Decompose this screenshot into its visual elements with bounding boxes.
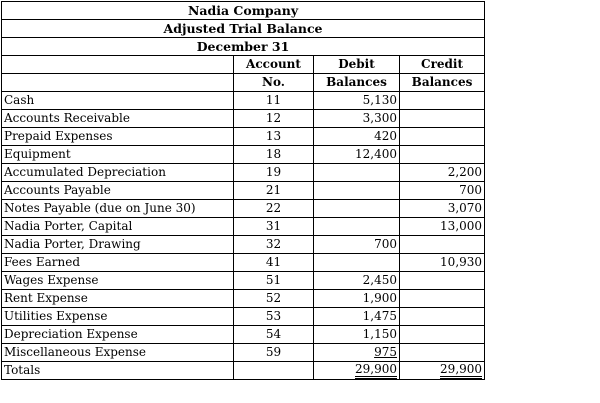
account-name: Equipment [2, 146, 234, 164]
debit-header-line1: Debit [314, 56, 400, 74]
account-name: Accounts Receivable [2, 110, 234, 128]
account-number: 19 [234, 164, 314, 182]
account-number: 22 [234, 200, 314, 218]
totals-row [2, 362, 485, 380]
account-number: 32 [234, 236, 314, 254]
account-number: 54 [234, 326, 314, 344]
account-name: Miscellaneous Expense [2, 344, 234, 362]
account-name-header-blank [2, 74, 234, 92]
debit-balance [314, 200, 400, 218]
table-row [2, 254, 485, 272]
table-row [2, 326, 485, 344]
totals-label: Totals [2, 362, 234, 380]
account-number: 41 [234, 254, 314, 272]
account-number: 53 [234, 308, 314, 326]
account-no-header-line1: Account [234, 56, 314, 74]
debit-balance [314, 344, 400, 362]
debit-balance [314, 218, 400, 236]
company-name: Nadia Company [2, 2, 485, 20]
account-name: Nadia Porter, Capital [2, 218, 234, 236]
totals-debit-value: 29,900 [355, 363, 397, 379]
debit-balance [314, 182, 400, 200]
account-name: Fees Earned [2, 254, 234, 272]
credit-balance [400, 92, 485, 110]
account-number: 18 [234, 146, 314, 164]
account-no-header-line2: No. [234, 74, 314, 92]
account-name: Accumulated Depreciation [2, 164, 234, 182]
credit-balance [400, 272, 485, 290]
credit-header-line2: Balances [400, 74, 485, 92]
totals-credit [400, 362, 485, 380]
credit-balance [400, 290, 485, 308]
table-row [2, 182, 485, 200]
account-name: Notes Payable (due on June 30) [2, 200, 234, 218]
table-row [2, 146, 485, 164]
credit-balance: 13,000 [400, 218, 485, 236]
table-row [2, 290, 485, 308]
account-name: Depreciation Expense [2, 326, 234, 344]
statement-title: Adjusted Trial Balance [2, 20, 485, 38]
credit-header-line1: Credit [400, 56, 485, 74]
account-number: 13 [234, 128, 314, 146]
credit-balance: 10,930 [400, 254, 485, 272]
table-row [2, 128, 485, 146]
account-number: 12 [234, 110, 314, 128]
account-number: 59 [234, 344, 314, 362]
debit-balance [314, 254, 400, 272]
totals-credit-value: 29,900 [440, 363, 482, 379]
account-name: Nadia Porter, Drawing [2, 236, 234, 254]
debit-balance [314, 164, 400, 182]
table-row [2, 218, 485, 236]
debit-balance: 3,300 [314, 110, 400, 128]
debit-balance: 5,130 [314, 92, 400, 110]
account-number: 31 [234, 218, 314, 236]
credit-balance: 700 [400, 182, 485, 200]
trial-balance-table [1, 1, 485, 380]
totals-debit [314, 362, 400, 380]
debit-balance: 420 [314, 128, 400, 146]
account-number: 51 [234, 272, 314, 290]
account-number: 11 [234, 92, 314, 110]
account-number: 52 [234, 290, 314, 308]
table-row [2, 110, 485, 128]
statement-date: December 31 [2, 38, 485, 56]
table-row [2, 308, 485, 326]
account-name: Wages Expense [2, 272, 234, 290]
debit-balance: 12,400 [314, 146, 400, 164]
debit-balance: 1,900 [314, 290, 400, 308]
account-name: Cash [2, 92, 234, 110]
table-row [2, 164, 485, 182]
credit-balance [400, 110, 485, 128]
credit-balance [400, 128, 485, 146]
table-row [2, 272, 485, 290]
table-row [2, 200, 485, 218]
account-name-header [2, 56, 234, 74]
account-rows [2, 92, 485, 362]
totals-account-no [234, 362, 314, 380]
account-name: Prepaid Expenses [2, 128, 234, 146]
credit-balance [400, 146, 485, 164]
credit-balance [400, 326, 485, 344]
table-row [2, 236, 485, 254]
account-name: Utilities Expense [2, 308, 234, 326]
account-name: Rent Expense [2, 290, 234, 308]
debit-balance: 700 [314, 236, 400, 254]
credit-balance: 3,070 [400, 200, 485, 218]
table-row [2, 344, 485, 362]
debit-balance: 2,450 [314, 272, 400, 290]
debit-balance: 1,475 [314, 308, 400, 326]
debit-balance: 1,150 [314, 326, 400, 344]
account-name: Accounts Payable [2, 182, 234, 200]
credit-balance: 2,200 [400, 164, 485, 182]
credit-balance [400, 236, 485, 254]
credit-balance [400, 344, 485, 362]
debit-header-line2: Balances [314, 74, 400, 92]
debit-balance-value: 975 [374, 345, 397, 359]
table-row [2, 92, 485, 110]
credit-balance [400, 308, 485, 326]
account-number: 21 [234, 182, 314, 200]
